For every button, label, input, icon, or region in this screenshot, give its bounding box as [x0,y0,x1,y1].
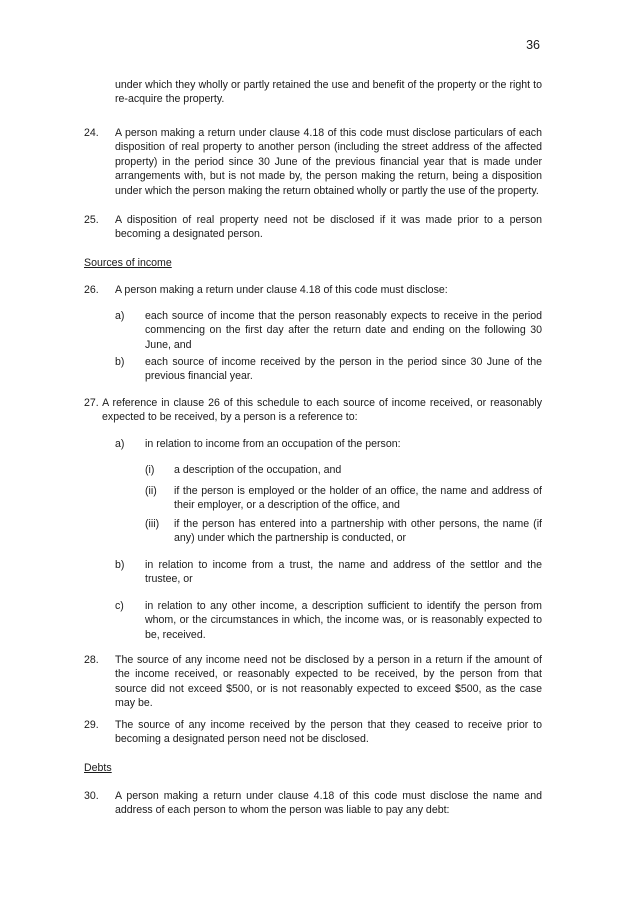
clause-30-number: 30. [84,790,99,802]
clause-28-text: The source of any income need not be disclosed by a person in a return if the amount of the income received, or reasonably expected to be received, by the person from that source did not exceed $500, or is not reasonably expected to exceed $500, as the case may be. [115,654,542,710]
clause-26b-label: b) [115,356,125,368]
clause-27a-ii-text: if the person is employed or the holder of an office, the name and address of their employer, or a description of the office, and [174,485,542,512]
heading-sources-of-income: Sources of income [84,257,172,269]
clause-26a-label: a) [115,310,125,322]
clause-27a-ii-label: (ii) [145,485,157,497]
clause-27a-i-text: a description of the occupation, and [174,464,342,476]
clause-27-text: 27. A reference in clause 26 of this schedule to each source of income received, or reasonably expected to be received, by a person is a reference to: [84,397,542,424]
heading-debts: Debts [84,762,112,774]
clause-27c-text: in relation to any other income, a description sufficient to identify the person from whom, or the circumstances in which, the income was, or is reasonably expected to be, received. [145,600,542,641]
clause-25-text: A disposition of real property need not be disclosed if it was made prior to a person becoming a designated person. [115,214,542,241]
clause-27a-label: a) [115,438,125,450]
clause-27a-iii-label: (iii) [145,518,160,530]
page-number: 36 [526,38,540,52]
clause-27a-text: in relation to income from an occupation of the person: [145,438,401,450]
clause-27b-text: in relation to income from a trust, the name and address of the settlor and the trustee, or [145,559,542,586]
clause-26a-text: each source of income that the person reasonably expects to receive in the period commencing on the first day after the return date and ending on the following 30 June, and [145,310,542,351]
clause-27c-label: c) [115,600,124,612]
clause-26b-text: each source of income received by the person in the period since 30 June of the previous financial year. [145,356,542,383]
clause-27a-iii-text: if the person has entered into a partnership with other persons, the name (if any) under which the partnership is conducted, or [174,518,542,545]
continuation-text: under which they wholly or partly retained the use and benefit of the property or the right to re-acquire the property. [115,79,542,106]
clause-30-text: A person making a return under clause 4.18 of this code must disclose the name and address of each person to whom the person was liable to pay any debt: [115,790,542,817]
clause-27a-i-label: (i) [145,464,155,476]
clause-27b-label: b) [115,559,125,571]
clause-26-text: A person making a return under clause 4.18 of this code must disclose: [115,284,448,296]
clause-29-text: The source of any income received by the person that they ceased to receive prior to becoming a designated person need not be disclosed. [115,719,542,746]
clause-28-number: 28. [84,654,99,666]
clause-25-number: 25. [84,214,99,226]
clause-29-number: 29. [84,719,99,731]
clause-24-text: A person making a return under clause 4.18 of this code must disclose particulars of each disposition of real property to another person (including the street address of the affected property) in the period since 30 June of the previous financial year that is made under arrangements with, but is not made by, the person making the return, being a disposition under which the person making the return obtained wholly or partly the use of the property. [115,127,542,197]
clause-24-number: 24. [84,127,99,139]
clause-26-number: 26. [84,284,99,296]
